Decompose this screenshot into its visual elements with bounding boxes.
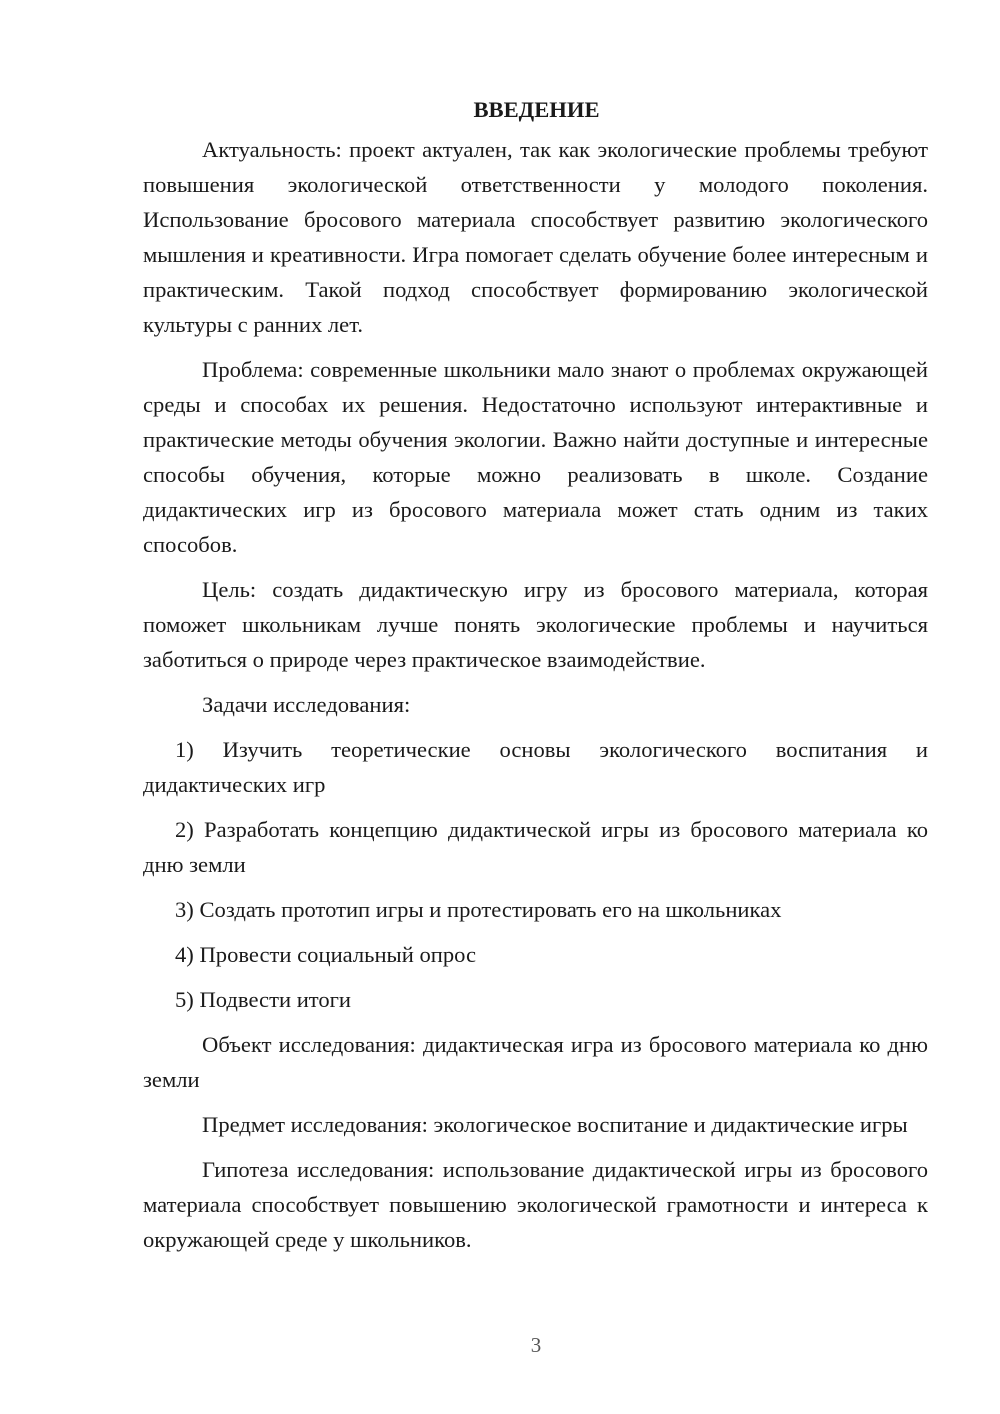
hypothesis-paragraph: Гипотеза исследования: использование дидактической игры из бросового материала способствует повышению экологической грамотности и интереса к окружающей среде у школьников. [143, 1157, 928, 1252]
task-item-3: 3) Создать прототип игры и протестировать его на школьниках [175, 897, 782, 922]
task-item-5: 5) Подвести итоги [175, 987, 352, 1012]
task-item-2: 2) Разработать концепцию дидактической игры из бросового материала ко дню земли [143, 817, 928, 877]
problem-paragraph: Проблема: современные школьники мало знают о проблемах окружающей среды и способах их решения. Недостаточно используют интерактивные и практические методы обучения экологии. Важно найти доступные и интересные способы обучения, которые можно реализовать в школе. Создание дидактических игр из бросового материала может стать одним из таких способов. [143, 357, 928, 557]
page-title: ВВЕДЕНИЕ [473, 97, 600, 122]
relevance-paragraph: Актуальность: проект актуален, так как экологические проблемы требуют повышения экологической ответственности у молодого поколения. Использование бросового материала способствует развитию экологического мышления и креативности. Игра помогает сделать обучение более интересным и практическим. Такой подход способствует формированию экологической культуры с ранних лет. [143, 137, 928, 337]
object-paragraph: Объект исследования: дидактическая игра из бросового материала ко дню земли [143, 1032, 928, 1092]
task-item-4: 4) Провести социальный опрос [175, 942, 477, 967]
document-body [143, 92, 928, 1267]
page-number: 3 [530, 1333, 542, 1357]
task-item-1: 1) Изучить теоретические основы экологического воспитания и дидактических игр [143, 737, 928, 797]
subject-paragraph: Предмет исследования: экологическое воспитание и дидактические игры [202, 1112, 908, 1137]
goal-paragraph: Цель: создать дидактическую игру из бросового материала, которая поможет школьникам лучше понять экологические проблемы и научиться заботиться о природе через практическое взаимодействие. [143, 577, 928, 672]
tasks-heading: Задачи исследования: [202, 692, 411, 717]
